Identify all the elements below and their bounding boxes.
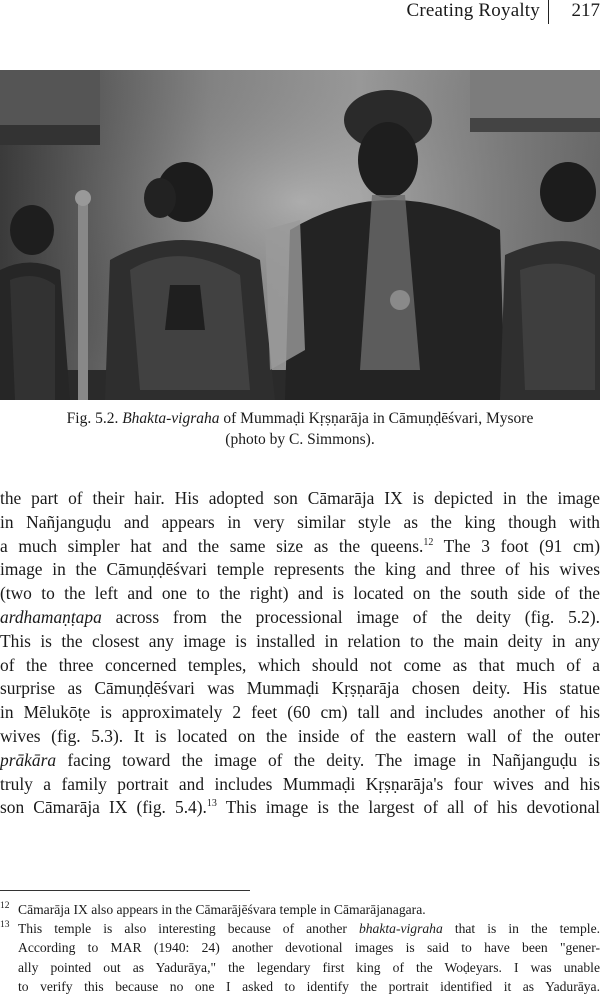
body-line: wives (fig. 5.3). It is located on the inside of the eastern wall of the outer bbox=[0, 725, 600, 746]
body-line: in Mēlukōṭe is approximately 2 feet (60 cm) tall and includes another of his bbox=[0, 702, 600, 723]
footnote-number: 12 bbox=[0, 901, 10, 911]
caption-line-1 bbox=[0, 408, 600, 429]
caption-italic-term: Bhakta-vigraha bbox=[122, 410, 220, 427]
body-line-tail: The 3 foot (91 cm) bbox=[433, 535, 600, 556]
body-line-text: a much simpler hat and the same size as the queens. bbox=[0, 535, 424, 556]
footnote-line: ally pointed out as Yadurāya," the legendary first king of the Woḍeyars. I was unable bbox=[18, 959, 600, 975]
italic-term: bhakta-vigraha bbox=[358, 921, 443, 937]
caption-line-2: (photo by C. Simmons). bbox=[225, 431, 375, 448]
footnote-number: 13 bbox=[0, 920, 10, 931]
footnotes bbox=[0, 900, 600, 996]
footnote-ref-13[interactable]: 13 bbox=[206, 798, 217, 810]
footnote-ref-12[interactable]: 12 bbox=[423, 536, 434, 548]
caption-label: Fig. 5.2. bbox=[66, 410, 123, 427]
body-line: (two to the left and one to the right) and is located on the south side of the bbox=[0, 583, 600, 604]
body-line: This is the closest any image is installed in relation to the main deity in any bbox=[0, 630, 600, 651]
body-line: surprise as Cāmuṇḍēśvari was Mummaḍi Kṛṣṇarāja chosen deity. His statue bbox=[0, 678, 600, 699]
footnote-text: that is in the temple. bbox=[442, 921, 600, 937]
body-line: in Nañjanguḍu and appears in very similar style as the king though with bbox=[0, 511, 600, 532]
body-line: image in the Cāmuṇḍēśvari temple represents the king and three of his wives bbox=[0, 559, 600, 580]
footnote-line: to verify this because no one I asked to identify the portrait identified it as Yadurāya. bbox=[18, 978, 600, 994]
body-line bbox=[0, 535, 600, 559]
body-line: the part of their hair. His adopted son Cāmarāja IX is depicted in the image bbox=[0, 488, 600, 508]
body-line-text: son Cāmarāja IX (fig. 5.4). bbox=[0, 797, 207, 818]
footnote-line: According to MAR (1940: 24) another devotional images is said to have been "gener- bbox=[18, 940, 600, 956]
body-text bbox=[0, 487, 600, 820]
body-line-text: facing toward the image of the deity. The image in Nañjanguḍu is bbox=[67, 749, 600, 770]
footnote-line bbox=[18, 919, 600, 938]
body-line bbox=[0, 749, 600, 773]
running-head bbox=[0, 0, 600, 34]
italic-term: ardhamaṇṭapa bbox=[0, 606, 102, 627]
running-head-title: Creating Royalty bbox=[406, 0, 540, 21]
italic-term: prākāra bbox=[0, 749, 57, 770]
running-head-divider bbox=[548, 0, 549, 24]
body-line-text: This image is the largest of all of his devotional bbox=[225, 797, 600, 818]
footnote-text: Cāmarāja IX also appears in the Cāmarājēśvara temple in Cāmarājanagara. bbox=[18, 902, 426, 917]
footnote-12 bbox=[0, 900, 600, 919]
footnote-divider bbox=[0, 890, 250, 891]
footnote-13 bbox=[0, 919, 600, 996]
figure-caption bbox=[0, 408, 600, 450]
body-line bbox=[0, 606, 600, 630]
body-line: truly a family portrait and includes Mummaḍi Kṛṣṇarāja's four wives and his bbox=[0, 773, 600, 794]
figure-photo bbox=[0, 70, 600, 400]
page-number: 217 bbox=[571, 0, 600, 21]
body-line-text: across from the processional image of the deity (fig. 5.2). bbox=[115, 606, 600, 627]
footnote-text: This temple is also interesting because of another bbox=[18, 921, 359, 937]
body-line: of the three concerned temples, which should not come as that much of a bbox=[0, 654, 600, 675]
caption-rest: of Mummaḍi Kṛṣṇarāja in Cāmuṇḍēśvari, Mysore bbox=[219, 410, 534, 427]
body-line bbox=[0, 796, 600, 820]
